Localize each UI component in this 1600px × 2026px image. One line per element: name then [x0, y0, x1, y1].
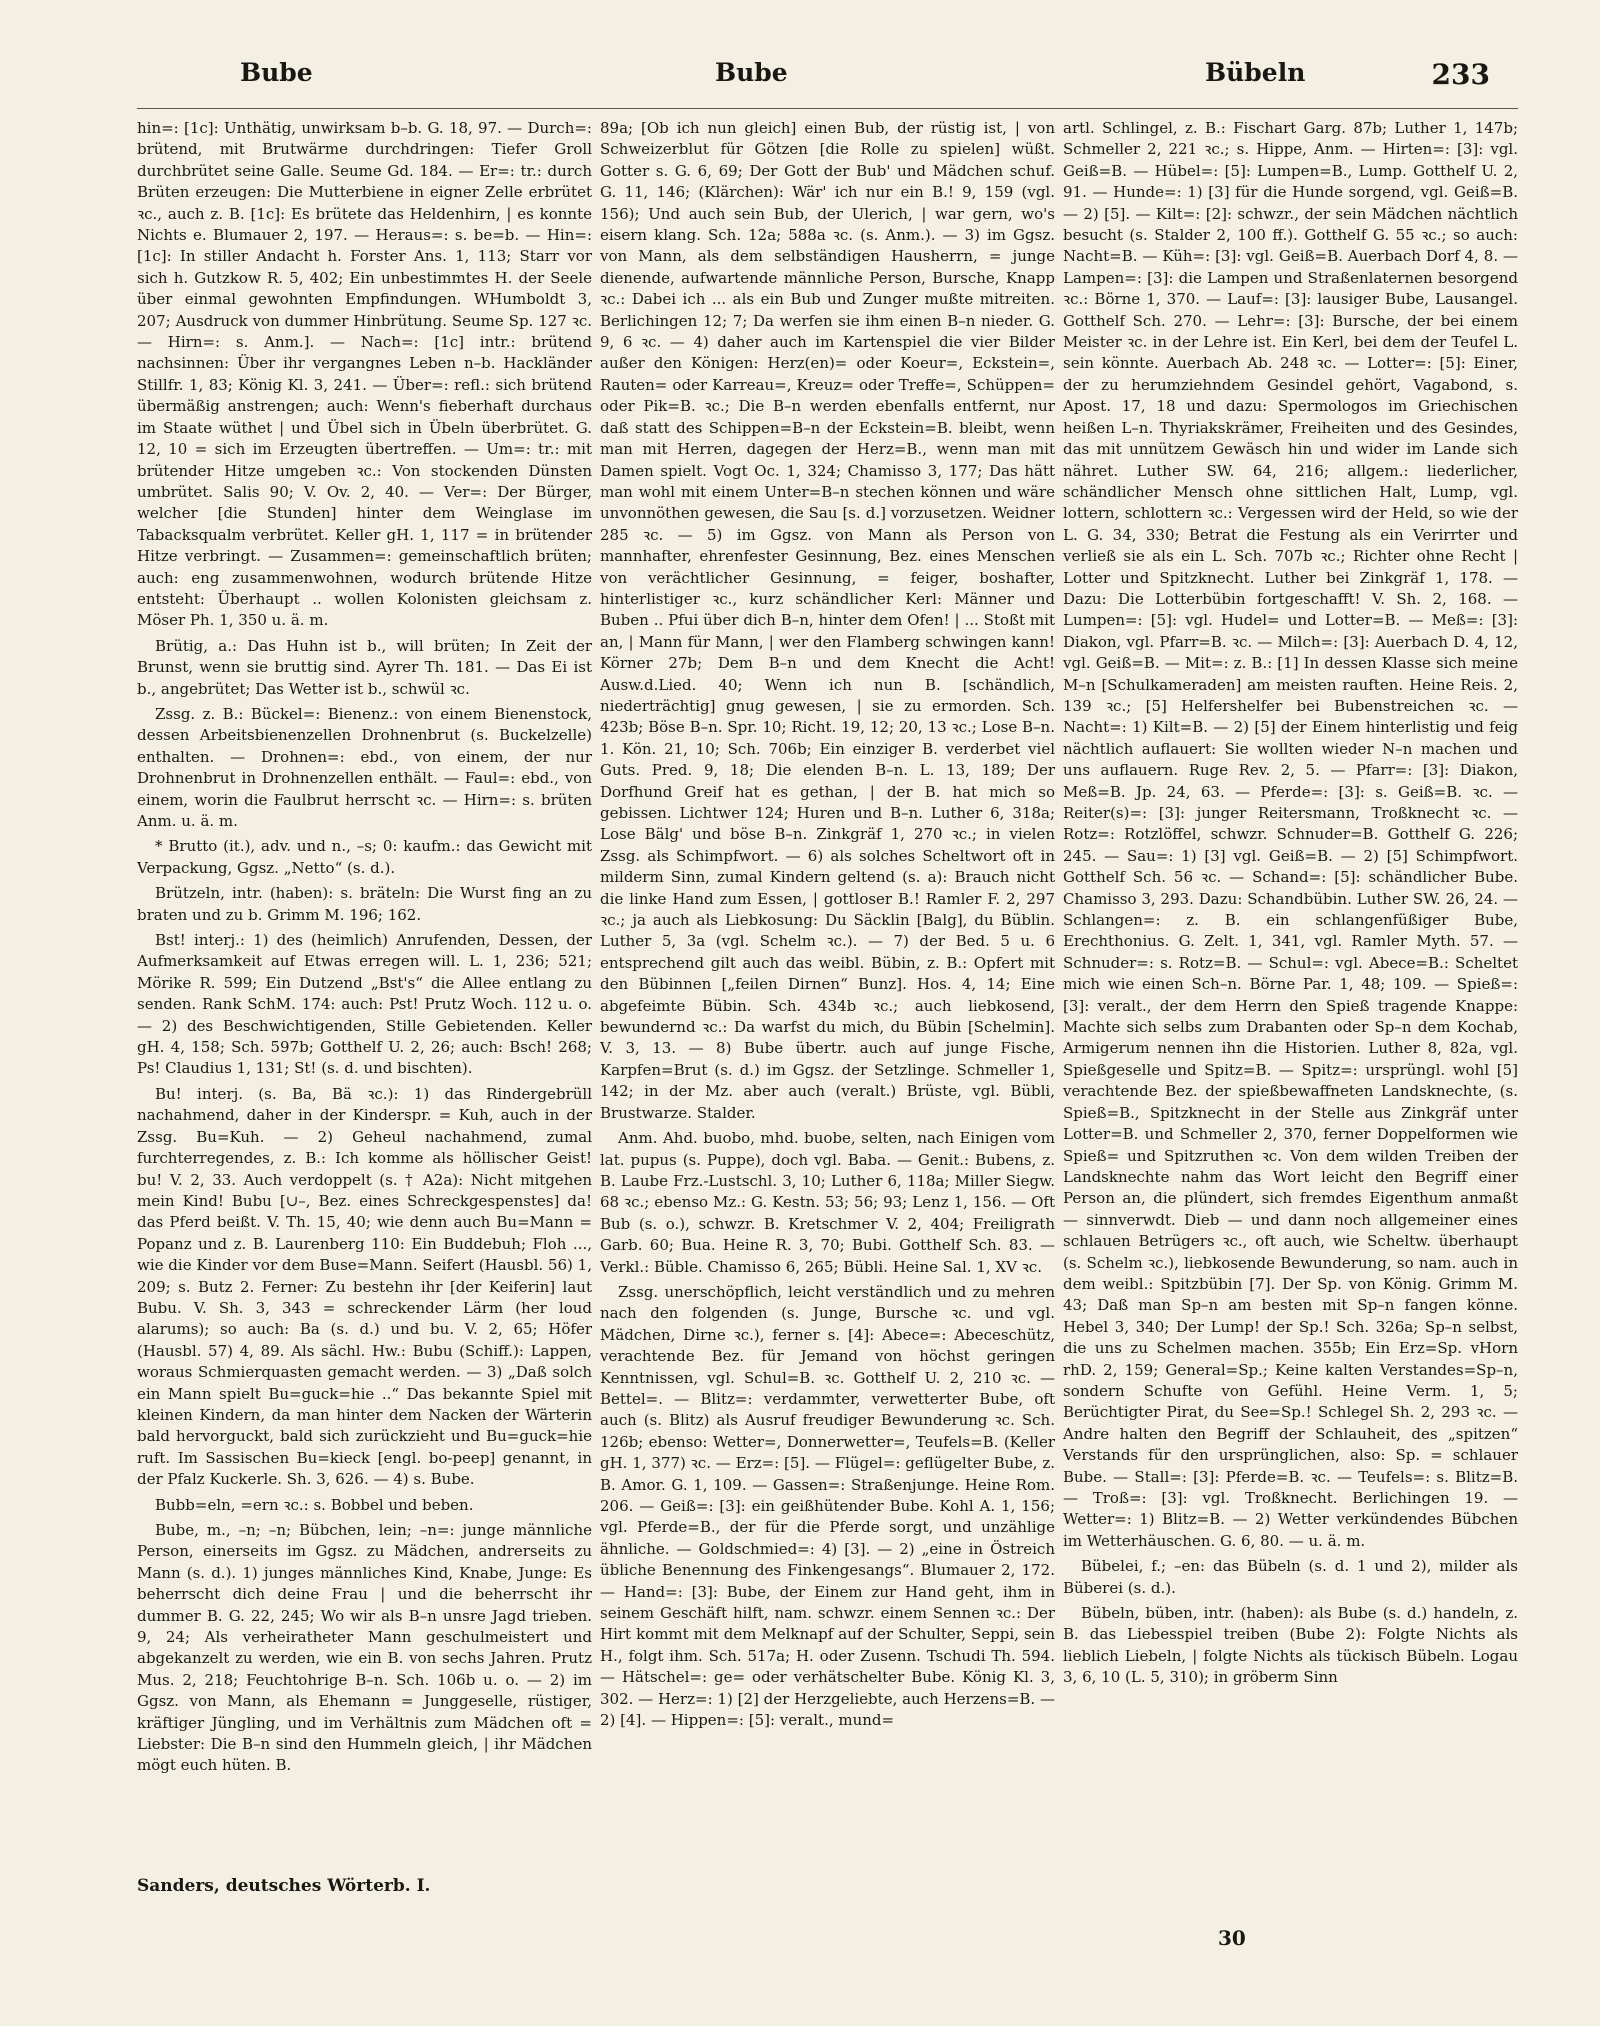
entry-paragraph: Brütig, a.: Das Huhn ist b., will brüten; In Zeit der Brunst, wenn sie bruttig sind. Ayrer Th. 181. — Das Ei ist b., angebrütet; Das Wetter ist b., schwül ꝛc.	[137, 636, 592, 698]
entry-paragraph: Anm. Ahd. buobo, mhd. buobe, selten, nach Einigen vom lat. pupus (s. Puppe), doch vgl. Baba. — Genit.: Bubens, z. B. Laube Frz.-Lustschl. 3, 10; Luther 6, 118a; Miller Siegw. 68 ꝛc.; ebenso Mz.: G. Kestn. 53; 56; 93; Lenz 1, 156. — Oft Bub (s. o.), schwzr. B. Kretschmer V. 2, 404; Freiligrath Garb. 60; Bua. Heine R. 3, 70; Bubi. Gotthelf Sch. 83. — Verkl.: Büble. Chamisso 6, 265; Bübli. Heine Sal. 1, XV ꝛc.	[600, 1129, 1055, 1276]
entry-paragraph: Zssg. unerschöpflich, leicht verständlich und zu mehren nach den folgenden (s. Junge, Bursche ꝛc. und vgl. Mädchen, Dirne ꝛc.), ferner s. [4]: Abece=: Abeceschütz, verachtende Bez. für Jemand von höchst geringen Kenntnissen, vgl. Schul=B. ꝛc. Gotthelf U. 2, 210 ꝛc. — Bettel=. — Blitz=: verdammter, verwetterter Bube, oft auch (s. Blitz) als Ausruf freudiger Bewunderung ꝛc. Sch. 126b; ebenso: Wetter=, Donnerwetter=, Teufels=B. (Keller gH. 1, 377) ꝛc. — Erz=: [5]. — Flügel=: geflügelter Bube, z. B. Amor. G. 1, 109. — Gassen=: Straßenjunge. Heine Rom. 206. — Geiß=: [3]: ein geißhütender Bube. Kohl A. 1, 156; vgl. Pferde=B., der für die Pferde sorgt, und unzählige ähnliche. — Goldschmied=: 4) [3]. — 2) „eine in Östreich übliche Benennung des Finkengesangs“. Blumauer 2, 172. — Hand=: [3]: Bube, der Einem zur Hand geht, ihm in seinem Geschäft hilft, nam. schwzr. einem Sennen ꝛc.: Der Hirt kommt mit dem Melknapf auf der Schulter, Seppi, sein H., folgt ihm. Sch. 517a; H. oder Zusenn. Tschudi Th. 594. — Hätschel=: ge= oder verhätschelter Bube. König Kl. 3, 302. — Herz=: 1) [2] der Herzgeliebte, auch Herzens=B. — 2) [4]. — Hippen=: [5]: veralt., mund=	[600, 1282, 1055, 1730]
entry-paragraph: Bu! interj. (s. Ba, Bä ꝛc.): 1) das Rindergebrüll nachahmend, daher in der Kinderspr. = Kuh, auch in der Zssg. Bu=Kuh. — 2) Geheul nachahmend, zumal furchterregendes, z. B.: Ich komme als höllischer Geist! bu! V. 2, 33. Auch verdoppelt (s. † A2a): Nicht mitgehen mein Kind! Bubu [∪–, Bez. eines Schreckgespenstes] da! das Pferd beißt. V. Th. 15, 40; wie denn auch Bu=Mann = Popanz und z. B. Laurenberg 110: Ein Buddebuh; Floh ..., wie die Kinder vor dem Buse=Mann. Seifert (Hausbl. 56) 1, 209; s. Butz 2. Ferner: Zu bestehn ihr [der Keiferin] laut Bubu. V. Sh. 3, 343 = schreckender Lärm (her loud alarums); so auch: Ba (s. d.) und bu. V. 2, 65; Höfer (Hausbl. 57) 4, 89. Als sächl. Hw.: Bubu (Schiff.): Lappen, woraus Schmierquasten gemacht werden. — 3) „Daß solch ein Mann spielt Bu=guck=hie ..“ Das bekannte Spiel mit kleinen Kindern, da man hinter dem Nacken der Wärterin bald hervorguckt, bald sich zurückzieht und Bu=guck=hie ruft. Im Sassischen Bu=kieck [engl. bo-peep] genannt, in der Pfalz Kuckerle. Sh. 3, 626. — 4) s. Bube.	[137, 1084, 592, 1489]
entry-paragraph: Brützeln, intr. (haben): s. bräteln: Die Wurst fing an zu braten und zu b. Grimm M. 196; 162.	[137, 884, 592, 924]
header-right-catchword: Bübeln	[1205, 58, 1306, 87]
header-left-catchword: Bube	[240, 58, 313, 87]
header-center-catchword: Bube	[715, 58, 788, 87]
column-2	[600, 118, 1055, 1918]
entry-paragraph: * Brutto (it.), adv. und n., –s; 0: kaufm.: das Gewicht mit Verpackung, Ggsz. „Netto“ (s. d.).	[137, 837, 592, 877]
entry-paragraph: Bst! interj.: 1) des (heimlich) Anrufenden, Dessen, der Aufmerksamkeit auf Etwas erregen will. L. 1, 236; 521; Mörike R. 599; Ein Dutzend „Bst's“ die Allee entlang zu senden. Rank SchM. 174: auch: Pst! Prutz Woch. 112 u. o. — 2) des Beschwichtigenden, Stille Gebietenden. Keller gH. 4, 158; Sch. 597b; Gotthelf U. 2, 26; auch: Bsch! 268; Ps! Claudius 1, 131; St! (s. d. und bischten).	[137, 931, 592, 1078]
footer-imprint: Sanders, deutsches Wörterb. I.	[137, 1876, 431, 1896]
entry-paragraph: Bübelei, f.; –en: das Bübeln (s. d. 1 und 2), milder als Büberei (s. d.).	[1063, 1557, 1518, 1597]
column-3	[1063, 118, 1518, 1918]
entry-paragraph: hin=: [1c]: Unthätig, unwirksam b–b. G. 18, 97. — Durch=: brütend, mit Brutwärme durchdringen: Tiefer Groll durchbrütet seine Galle. Seume Gd. 184. — Er=: tr.: durch Brüten erzeugen: Die Mutterbiene in eigner Zelle erbrütet ꝛc., auch z. B. [1c]: Es brütete das Heldenhirn, | es konnte Nichts e. Blumauer 2, 197. — Heraus=: s. be=b. — Hin=: [1c]: In stiller Andacht h. Forster Ans. 1, 113; Starr vor sich h. Gutzkow R. 5, 402; Ein unbestimmtes H. der Seele über einmal gewohnten Empfindungen. WHumboldt 3, 207; Ausdruck von dummer Hinbrütung. Seume Sp. 127 ꝛc. — Hirn=: s. Anm.]. — Nach=: [1c] intr.: brütend nachsinnen: Über ihr vergangnes Leben n–b. Hackländer Stillfr. 1, 83; König Kl. 3, 241. — Über=: refl.: sich brütend übermäßig anstrengen; auch: Wenn's fieberhaft durchaus im Staate wüthet | und Übel sich in Übeln überbrütet. G. 12, 10 = sich im Erzeugten übertreffen. — Um=: tr.: mit brütender Hitze umgeben ꝛc.: Von stockenden Dünsten umbrütet. Salis 90; V. Ov. 2, 40. — Ver=: Der Bürger, welcher [die Stunden] hinter dem Weinglase im Tabacksqualm verbrütet. Keller gH. 1, 117 = in brütender Hitze verbringt. — Zusammen=: gemeinschaftlich brüten; auch: eng zusammenwohnen, wodurch brütende Hitze entsteht: Überhaupt .. wollen Kolonisten gleichsam z. Möser Ph. 1, 350 u. ä. m.	[137, 119, 592, 630]
entry-paragraph: 89a; [Ob ich nun gleich] einen Bub, der rüstig ist, | von Schweizerblut für Götzen [die Rolle zu spielen] wüßt. Gotter s. G. 6, 69; Der Gott der Bub' und Mädchen schuf. G. 11, 146; (Klärchen): Wär' ich nur ein B.! 9, 159 (vgl. 156); Und auch sein Bub, der Ulerich, | war gern, wo's eisern klang. Sch. 12a; 588a ꝛc. (s. Anm.). — 3) im Ggsz. von Mann, als dem selbständigen Hausherrn, = junge dienende, aufwartende männliche Person, Bursche, Knapp ꝛc.: Dabei ich ... als ein Bub und Zunger mußte mitreiten. Berlichingen 12; 7; Da werfen sie ihm einen B–n nieder. G. 9, 6 ꝛc. — 4) daher auch im Kartenspiel die vier Bilder außer den Königen: Herz(en)= oder Koeur=, Eckstein=, Rauten= oder Karreau=, Kreuz= oder Treffe=, Schüppen= oder Pik=B. ꝛc.; Die B–n werden ebenfalls entfernt, nur daß statt des Schippen=B–n der Eckstein=B. bleibt, wenn man mit Herren, dagegen der Herz=B., wenn man mit Damen spielt. Vogt Oc. 1, 324; Chamisso 3, 177; Das hätt man wohl mit einem Unter=B–n stechen können und wäre unvonnöthen gewesen, die Sau [s. d.] vorzusetzen. Weidner 285 ꝛc. — 5) im Ggsz. von Mann als Person von mannhafter, ehrenfester Gesinnung, Bez. eines Menschen von verächtlicher Gesinnung, = feiger, boshafter, hinterlistiger ꝛc., kurz schändlicher Kerl: Männer und Buben .. Pfui über dich B–n, hinter dem Ofen! | ... Stoßt mit an, | Mann für Mann, | wer den Flamberg schwingen kann! Körner 27b; Dem B–n und dem Knecht die Acht! Ausw.d.Lied. 40; Wenn ich nun B. [schändlich, niederträchtig] gnug gewesen, | sie zu ermorden. Sch. 423b; Böse B–n. Spr. 10; Richt. 19, 12; 20, 13 ꝛc.; Lose B–n. 1. Kön. 21, 10; Sch. 706b; Ein einziger B. verderbet viel Guts. Pred. 9, 18; Die elenden B–n. L. 13, 189; Der Dorfhund Greif hat es gethan, | der B. hat mich so gebissen. Lichtwer 124; Huren und B–n. Luther 6, 318a; Lose Bälg' und böse B–n. Zinkgräf 1, 270 ꝛc.; in vielen Zssg. als Schimpfwort. — 6) als solches Scheltwort oft in milderm Sinn, zumal Kindern geltend (s. a): Brauch nicht die linke Hand zum Essen, | gottloser B.! Ramler F. 2, 297 ꝛc.; ja auch als Liebkosung: Du Säcklin [Balg], du Büblin. Luther 5, 3a (vgl. Schelm ꝛc.). — 7) der Bed. 5 u. 6 entsprechend gilt auch das weibl. Bübin, z. B.: Opfert mit den Bübinnen [„feilen Dirnen“ Bunz]. Hos. 4, 14; Eine abgefeimte Bübin. Sch. 434b ꝛc.; auch liebkosend, bewundernd ꝛc.: Da warfst du mich, du Bübin [Schelmin]. V. 3, 13. — 8) Bube übertr. auch auf junge Fische, Karpfen=Brut (s. d.) im Ggsz. der Setzlinge. Schmeller 1, 142; in der Mz. aber auch (veralt.) Brüste, vgl. Bübli, Brustwarze. Stalder.	[600, 119, 1055, 1122]
page-number: 233	[1431, 58, 1490, 91]
entry-paragraph: Zssg. z. B.: Bückel=: Bienenz.: von einem Bienenstock, dessen Arbeitsbienenzellen Drohnenbrut (s. Buckelzelle) enthalten. — Drohnen=: ebd., von einem, der nur Drohnenbrut in Drohnenzellen enthält. — Faul=: ebd., von einem, worin die Faulbrut herrscht ꝛc. — Hirn=: s. brüten Anm. u. ä. m.	[137, 704, 592, 830]
entry-paragraph: Bubb=eln, =ern ꝛc.: s. Bobbel und beben.	[155, 1495, 474, 1514]
entry-paragraph: Bube, m., –n; –n; Bübchen, lein; –n=: junge männliche Person, einerseits im Ggsz. zu Mädchen, andrerseits zu Mann (s. d.). 1) junges männliches Kind, Knabe, Junge: Es beherrscht dich deine Frau | und die beherrscht ihr dummer B. G. 22, 245; Wo wir als B–n unsre Jagd trieben. 9, 24; Als verheiratheter Mann geschulmeistert und abgekanzelt zu werden, wie ein B. von sechs Jahren. Prutz Mus. 2, 218; Feuchtohrige B–n. Sch. 106b u. o. — 2) im Ggsz. von Mann, als Ehemann = Junggeselle, rüstiger, kräftiger Jüngling, und im Verhältnis zum Mädchen oft = Liebster: Die B–n sind den Hummeln gleich, | ihr Mädchen mögt euch hüten. B.	[137, 1521, 592, 1775]
header-rule	[137, 108, 1518, 109]
entry-paragraph: artl. Schlingel, z. B.: Fischart Garg. 87b; Luther 1, 147b; Schmeller 2, 221 ꝛc.; s. Hippe, Anm. — Hirten=: [3]: vgl. Geiß=B. — Hübel=: [5]: Lumpen=B., Lump. Gotthelf U. 2, 91. — Hunde=: 1) [3] für die Hunde sorgend, vgl. Geiß=B. — 2) [5]. — Kilt=: [2]: schwzr., der sein Mädchen nächtlich besucht (s. Stalder 2, 100 ff.). Gotthelf G. 55 ꝛc.; so auch: Nacht=B. — Küh=: [3]: vgl. Geiß=B. Auerbach Dorf 4, 8. — Lampen=: [3]: die Lampen und Straßenlaternen besorgend ꝛc.: Börne 1, 370. — Lauf=: [3]: lausiger Bube, Lausangel. Gotthelf Sch. 270. — Lehr=: [3]: Bursche, der bei einem Meister ꝛc. in der Lehre ist. Ein Kerl, bei dem der Teufel L. sein könnte. Auerbach Ab. 248 ꝛc. — Lotter=: [5]: Einer, der zu herumziehndem Gesindel gehört, Vagabond, s. Apost. 17, 18 und dazu: Spermologos im Griechischen heißen L–n. Thyriakskrämer, Freiheiten und des Gesindes, das mit unnützem Gewäsch hin und wider im Lande sich nähret. Luther SW. 64, 216; allgem.: liederlicher, schändlicher Mensch ohne sittlichen Halt, Lump, vgl. lottern, schlottern ꝛc.: Vergessen wird der Held, so wie der L. G. 34, 330; Betrat die Festung als ein Verirrter und verließ sie als ein L. Sch. 707b ꝛc.; Richter ohne Recht | Lotter und Spitzknecht. Luther bei Zinkgräf 1, 178. — Dazu: Die Lotterbübin fortgeschafft! V. Sh. 2, 168. — Lumpen=: [5]: vgl. Hudel= und Lotter=B. — Meß=: [3]: Diakon, vgl. Pfarr=B. ꝛc. — Milch=: [3]: Auerbach D. 4, 12, vgl. Geiß=B. — Mit=: z. B.: [1] In dessen Klasse sich meine M–n [Schulkameraden] am meisten rauften. Heine Reis. 2, 139 ꝛc.; [5] Helfershelfer bei Bubenstreichen ꝛc. — Nacht=: 1) Kilt=B. — 2) [5] der Einem hinterlistig und feig nächtlich auflauert: Sie wollten wieder N–n machen und uns auflauern. Ruge Rev. 2, 5. — Pfarr=: [3]: Diakon, Meß=B. Jp. 24, 63. — Pferde=: [3]: s. Geiß=B. ꝛc. — Reiter(s)=: [3]: junger Reitersmann, Troßknecht ꝛc. — Rotz=: Rotzlöffel, schwzr. Schnuder=B. Gotthelf G. 226; 245. — Sau=: 1) [3] vgl. Geiß=B. — 2) [5] Schimpfwort. Gotthelf Sch. 56 ꝛc. — Schand=: [5]: schändlicher Bube. Chamisso 3, 293. Dazu: Schandbübin. Luther SW. 26, 24. — Schlangen=: z. B. ein schlangenfüßiger Bube, Erechthonius. G. Zelt. 1, 341, vgl. Ramler Myth. 57. — Schnuder=: s. Rotz=B. — Schul=: vgl. Abece=B.: Scheltet mich wie einen Sch–n. Börne Par. 1, 48; 109. — Spieß=: [3]: veralt., der dem Herrn den Spieß tragende Knappe: Machte sich selbs zum Drabanten oder Sp–n dem Kochab, Armigerum nennen ihn die Historien. Luther 8, 82a, vgl. Spießgeselle und Spitz=B. — Spitz=: ursprüngl. wohl [5] verachtende Bez. der spießbewaffneten Landsknechte, (s. Spieß=B., Spitzknecht in der Stelle aus Zinkgräf unter Lotter=B. und Schmeller 2, 370, ferner Doppelformen wie Spieß= und Spitzruthen ꝛc. Von dem wilden Treiben der Landsknechte nahm das Wort leicht den Begriff einer Person an, die plündert, sich fremdes Eigenthum anmaßt — sinnverwdt. Dieb — und dann noch allgemeiner eines schlauen Betrügers ꝛc., oft auch, wie Scheltw. überhaupt (s. Schelm ꝛc.), liebkosende Bewunderung, so nam. auch in dem weibl.: Spitzbübin [7]. Der Sp. von König. Grimm M. 43; Daß man Sp–n am besten mit Sp–n fangen könne. Hebel 3, 340; Der Lump! der Sp.! Sch. 326a; Sp–n selbst, die uns zu Schelmen machen. 355b; Ein Erz=Sp. vHorn rhD. 2, 159; General=Sp.; Keine kalten Verstandes=Sp–n, sondern Schufte von Gefühl. Heine Verm. 1, 5; Berüchtigter Pirat, du See=Sp.! Schlegel Sh. 2, 293 ꝛc. — Andre halten den Begriff der Schlauheit, des „spitzen“ Verstands für den ursprünglichen, also: Sp. = schlauer Bube. — Stall=: [3]: Pferde=B. ꝛc. — Teufels=: s. Blitz=B. — Troß=: [3]: vgl. Troßknecht. Berlichingen 19. — Wetter=: 1) Blitz=B. — 2) Wetter verkündendes Bübchen im Wetterhäuschen. G. 6, 80. — u. ä. m.	[1063, 119, 1518, 1550]
column-1	[137, 118, 592, 1918]
running-head	[110, 58, 1490, 98]
signature-mark: 30	[1218, 1926, 1246, 1950]
entry-paragraph: Bübeln, büben, intr. (haben): als Bube (s. d.) handeln, z. B. das Liebesspiel treiben (Bube 2): Folgte Nichts als lieblich Liebeln, | folgte Nichts als tückisch Bübeln. Logau 3, 6, 10 (L. 5, 310); in gröberm Sinn	[1063, 1604, 1518, 1687]
